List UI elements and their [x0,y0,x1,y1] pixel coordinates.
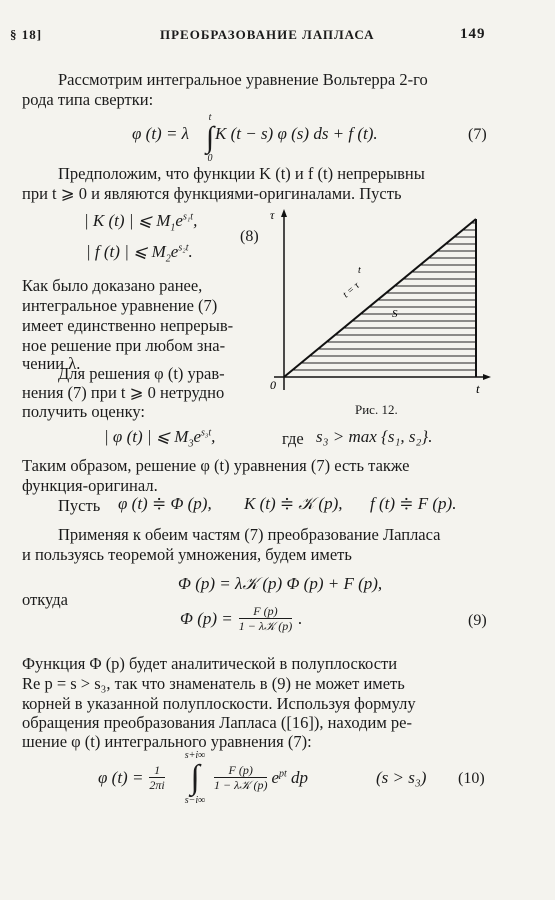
eq10-integrand: $\frac{F (p)}{\text{1 − λ𝒦 (p)}}$ $e^{pt}$ dp [214,763,309,792]
origin-label: 0 [270,378,276,392]
paragraph-line: при t ⩾ 0 и являются функциями-оригиналами. Пусть [22,184,402,203]
equation-10 [98,763,165,792]
paragraph-line: корней в указанной полуплоскости. Используя формулу [22,694,416,713]
diagonal-label: t = τ [340,280,362,301]
eq8-line1: | K (t) | ⩽ $M_1e^{s_1t}$, [84,211,198,234]
eq9-denominator: 1 − λ𝒦 (p) [238,619,293,633]
paragraph-line: обращения преобразования Лапласа ([16]), находим ре- [22,713,412,732]
estimate-equation: | φ (t) | ⩽ $M_3e^{s_3t}$, [104,427,216,450]
eq8-line2: | f (t) | ⩽ $M_2e^{s_2t}$. [86,242,193,265]
line-label: t [358,265,361,276]
t-axis-arrow-icon [483,374,491,380]
equation-9: Φ (p) = $\frac{F (p)}{\text{1 − λ𝒦 (p)}}$ . [180,604,303,633]
eq9-fraction [239,604,292,633]
paragraph-line: шение φ (t) интегрального уравнения (7): [22,732,312,751]
eq7-integrand: K (t − s) φ (s) ds + f (t). [215,124,378,143]
figure-12-diagram [266,205,491,395]
paragraph-line: Рассмотрим интегральное уравнение Вольтерра 2-го [58,70,428,89]
eq10-coefficient: $\frac{1}{2\pi i}$ [149,763,165,792]
paragraph-line: ное решение при любом зна- [22,336,226,355]
tau-axis-arrow-icon [281,209,287,217]
paragraph-line: интегральное уравнение (7) [22,296,218,315]
paragraph-line: рода типа свертки: [22,90,154,109]
correspondence-f: f (t) ≑ F (p). [370,494,457,513]
correspondence-phi: φ (t) ≑ Φ (p), [118,494,212,513]
paragraph-line: Для решения φ (t) урав- [58,364,225,383]
paragraph-line: чении λ. [22,354,81,373]
paragraph-line: Таким образом, решение φ (t) уравнения (7) есть также [22,456,410,475]
t-axis-label: t [476,381,480,395]
integral-lower-limit: s−i∞ [184,795,206,806]
paragraph-line: получить оценку: [22,402,145,421]
page-number: 149 [460,26,486,42]
estimate-where: где [282,429,304,448]
equation-number-7: (7) [468,126,487,143]
laplace-equation: Φ (p) = λ𝒦 (p) Φ (p) + F (p), [178,574,383,593]
paragraph-line: Применяя к обеим частям (7) преобразование Лапласа [58,525,441,544]
equation-number-9: (9) [468,612,487,629]
paragraph-line: Re p = s > s₃, так что знаменатель в (9) не может иметь [22,674,405,693]
paragraph-line: и пользуясь теоремой умножения, будем иметь [22,545,352,564]
section-marker: § 18] [10,27,43,42]
eq10-lhs: φ (t) = [98,767,144,787]
figure-caption: Рис. 12. [355,402,398,417]
integral-symbol: ∫ [190,759,200,796]
diagonal-line [284,219,476,377]
correspondence-k: K (t) ≑ 𝒦 (p), [244,494,343,513]
paragraph-line: имеет единственно непрерыв- [22,316,234,335]
equation-number-8: (8) [240,228,259,245]
equation-7 [132,124,189,144]
paragraph-line: нения (7) при t ⩾ 0 нетрудно [22,383,225,402]
eq10-condition: (s > s₃) [376,768,427,787]
integral-lower-limit: 0 [207,153,213,164]
eq9-lhs: Φ (p) = [180,608,233,628]
integral-symbol: ∫ [205,121,215,154]
otkuda-word: откуда [22,590,68,609]
eq10-fraction: $\frac{F (p)}{\text{1 − λ𝒦 (p)}}$ [214,763,268,792]
tau-axis-label: τ [270,208,275,222]
running-title: ПРЕОБРАЗОВАНИЕ ЛАПЛАСА [160,27,375,42]
region-label: S [392,308,398,320]
estimate-condition: s₃ > max {s₁, s₂}. [316,427,433,446]
eq9-numerator: F (p) [253,604,278,618]
integral-upper-limit: s+i∞ [184,750,206,761]
paragraph-line: Как было доказано ранее, [22,276,203,295]
integral-upper-limit: t [208,112,212,123]
paragraph-line: Функция Φ (p) будет аналитической в полуплоскости [22,654,398,673]
paragraph-line: функция-оригинал. [22,476,158,495]
contour-integral [180,750,210,806]
eq7-lhs: φ (t) = λ [132,124,190,143]
correspondence-lead: Пусть [58,496,101,515]
paragraph-line: Предположим, что функции K (t) и f (t) непрерывны [58,164,425,183]
equation-number-10: (10) [458,770,485,787]
